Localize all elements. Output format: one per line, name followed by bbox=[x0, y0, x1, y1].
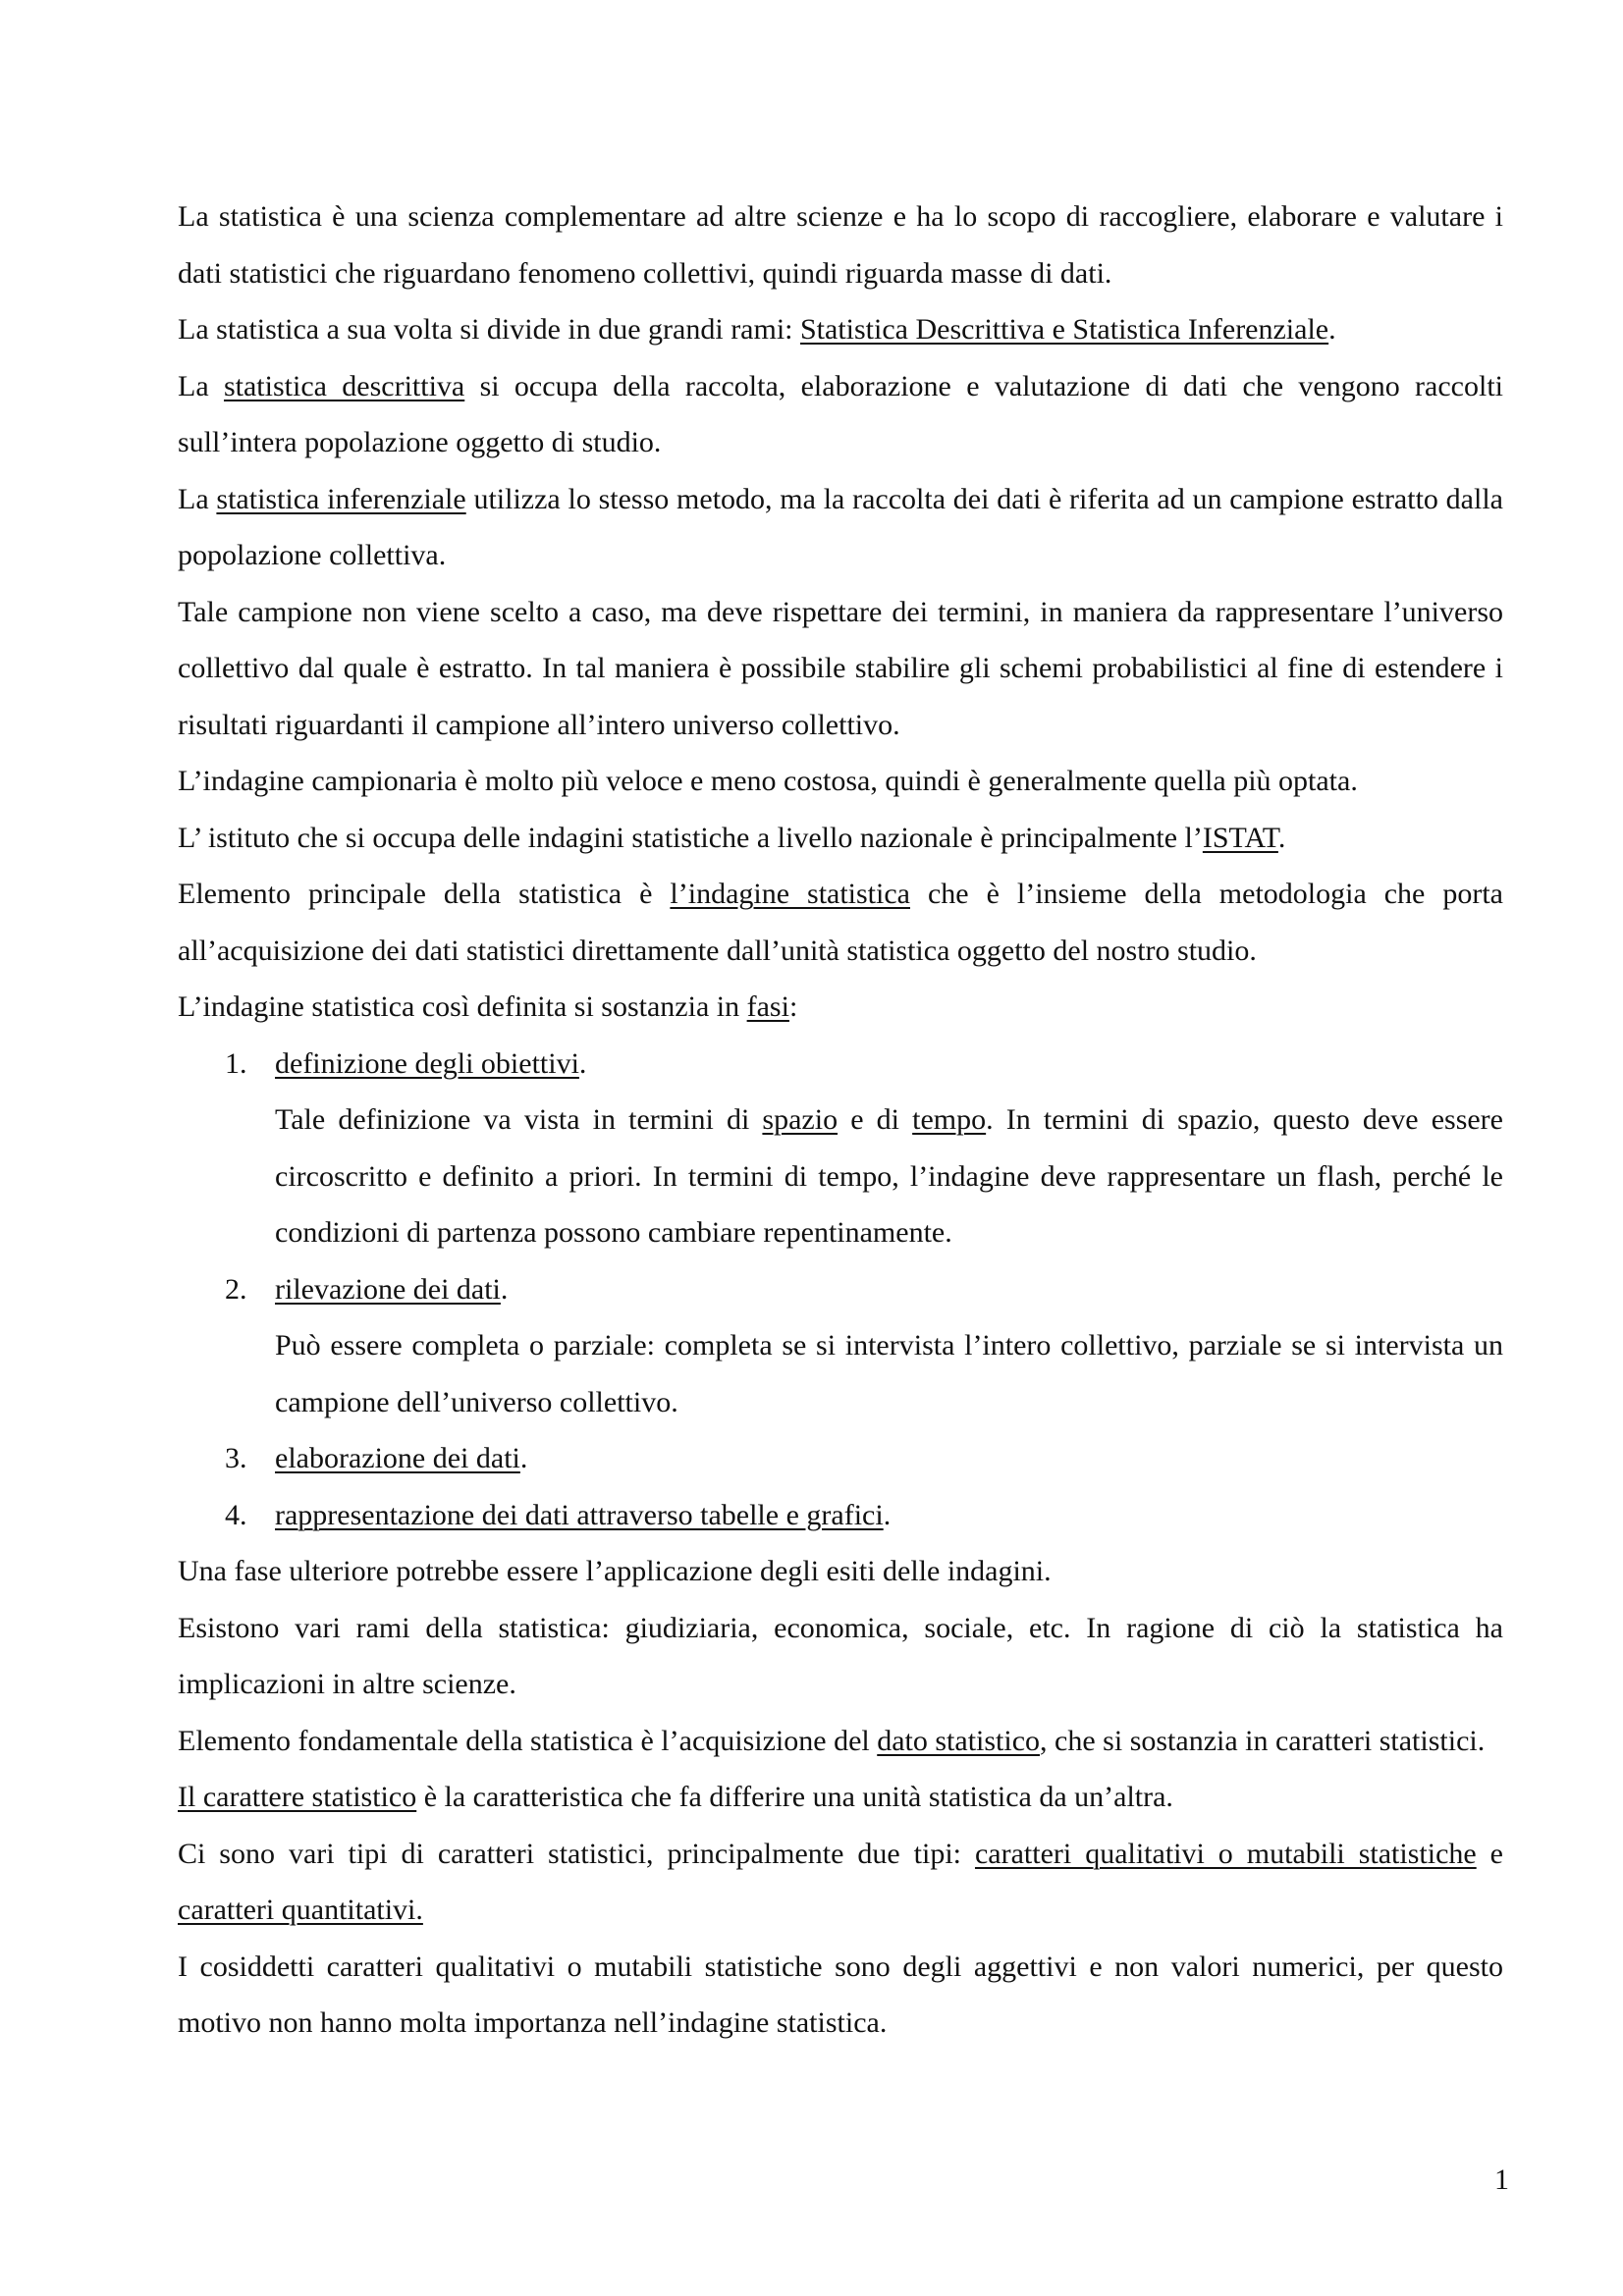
paragraph-character-types: Ci sono vari tipi di caratteri statistici, principalmente due tipi: caratteri qualitativi o mutabili statistiche e caratteri quantitativi. bbox=[178, 1837, 1503, 1926]
phase-description: Tale definizione va vista in termini di spazio e di tempo. In termini di spazio, questo deve essere circoscritto e definito a priori. In termini di tempo, l’indagine deve rappresentare un flash, perché le condizioni di partenza possono cambiare repentinamente. bbox=[275, 1103, 1503, 1249]
branches-term: Statistica Descrittiva e Statistica Inferenziale bbox=[800, 313, 1329, 346]
document-body bbox=[178, 188, 1503, 2052]
list-number: 1. bbox=[225, 1046, 247, 1080]
descriptive-term: statistica descrittiva bbox=[223, 369, 465, 402]
page-number: 1 bbox=[1494, 2163, 1509, 2196]
character-term: Il carattere statistico bbox=[178, 1781, 417, 1813]
list-number: 3. bbox=[225, 1442, 247, 1474]
list-item bbox=[178, 1430, 1503, 1487]
list-item bbox=[178, 1487, 1503, 1544]
list-number: 4. bbox=[225, 1498, 247, 1531]
paragraph-intro: La statistica è una scienza complementare ad altre scienze e ha lo scopo di raccogliere, elaborare e valutare i dati statistici che riguardano fenomeno collettivi, quindi riguarda masse di dati. bbox=[178, 200, 1503, 290]
phase-title: definizione degli obiettivi. bbox=[275, 1046, 587, 1080]
inferential-term: statistica inferenziale bbox=[216, 482, 466, 515]
paragraph-inferential: La statistica inferenziale utilizza lo stesso metodo, ma la raccolta dei dati è riferita ad un campione estratto dalla popolazione collettiva. bbox=[178, 482, 1503, 571]
qualitative-term: caratteri qualitativi o mutabili statistiche bbox=[974, 1837, 1477, 1870]
list-item bbox=[178, 1261, 1503, 1431]
istat-term: ISTAT bbox=[1202, 821, 1278, 854]
paragraph-character: Il carattere statistico è la caratteristica che fa differire una unità statistica da un’altra. bbox=[178, 1781, 1173, 1813]
phase-title: elaborazione dei dati. bbox=[275, 1442, 528, 1474]
phase-title: rilevazione dei dati. bbox=[275, 1272, 509, 1306]
paragraph-further-phase: Una fase ulteriore potrebbe essere l’applicazione degli esiti delle indagini. bbox=[178, 1555, 1052, 1587]
list-number: 2. bbox=[225, 1272, 247, 1306]
paragraph-branches: La statistica a sua volta si divide in due grandi rami: Statistica Descrittiva e Statistica Inferenziale. bbox=[178, 313, 1336, 346]
phases-term: fasi bbox=[746, 990, 789, 1023]
statistical-data-term: dato statistico bbox=[877, 1724, 1041, 1757]
list-item bbox=[178, 1036, 1503, 1261]
phase-title: rappresentazione dei dati attraverso tabelle e grafici. bbox=[275, 1498, 892, 1531]
paragraph-branches-list: Esistono vari rami della statistica: giudiziaria, economica, sociale, etc. In ragione di ciò la statistica ha implicazioni in altre scienze. bbox=[178, 1611, 1503, 1700]
paragraph-sample: Tale campione non viene scelto a caso, ma deve rispettare dei termini, in maniera da rappresentare l’universo collettivo dal quale è estratto. In tal maniera è possibile stabilire gli schemi probabilistici al fine di estendere i risultati riguardanti il campione all’intero universo collettivo. bbox=[178, 595, 1503, 741]
paragraph-qualitative: I cosiddetti caratteri qualitativi o mutabili statistiche sono degli aggettivi e non valori numerici, per questo motivo non hanno molta importanza nell’indagine statistica. bbox=[178, 1949, 1503, 2039]
paragraph-statistical-data: Elemento fondamentale della statistica è l’acquisizione del dato statistico, che si sostanzia in caratteri statistici. bbox=[178, 1724, 1486, 1757]
phase-description: Può essere completa o parziale: completa se si intervista l’intero collettivo, parziale se si intervista un campione dell’universo collettivo. bbox=[275, 1329, 1503, 1418]
paragraph-descriptive: La statistica descrittiva si occupa della raccolta, elaborazione e valutazione di dati che vengono raccolti sull’intera popolazione oggetto di studio. bbox=[178, 369, 1504, 458]
phases-list bbox=[178, 1036, 1503, 1544]
paragraph-phases-intro: L’indagine statistica così definita si sostanzia in fasi: bbox=[178, 990, 798, 1023]
time-term: tempo bbox=[912, 1103, 987, 1136]
paragraph-survey: Elemento principale della statistica è l’indagine statistica che è l’insieme della metodologia che porta all’acquisizione dei dati statistici direttamente dall’unità statistica oggetto del nostro studio. bbox=[178, 878, 1503, 967]
paragraph-sample-survey: L’indagine campionaria è molto più veloce e meno costosa, quindi è generalmente quella più optata. bbox=[178, 765, 1358, 797]
space-term: spazio bbox=[762, 1103, 839, 1136]
survey-term: l’indagine statistica bbox=[670, 878, 910, 910]
paragraph-istat: L’ istituto che si occupa delle indagini statistiche a livello nazionale è principalmente l’ISTAT. bbox=[178, 821, 1286, 854]
quantitative-term: caratteri quantitativi. bbox=[178, 1894, 423, 1926]
